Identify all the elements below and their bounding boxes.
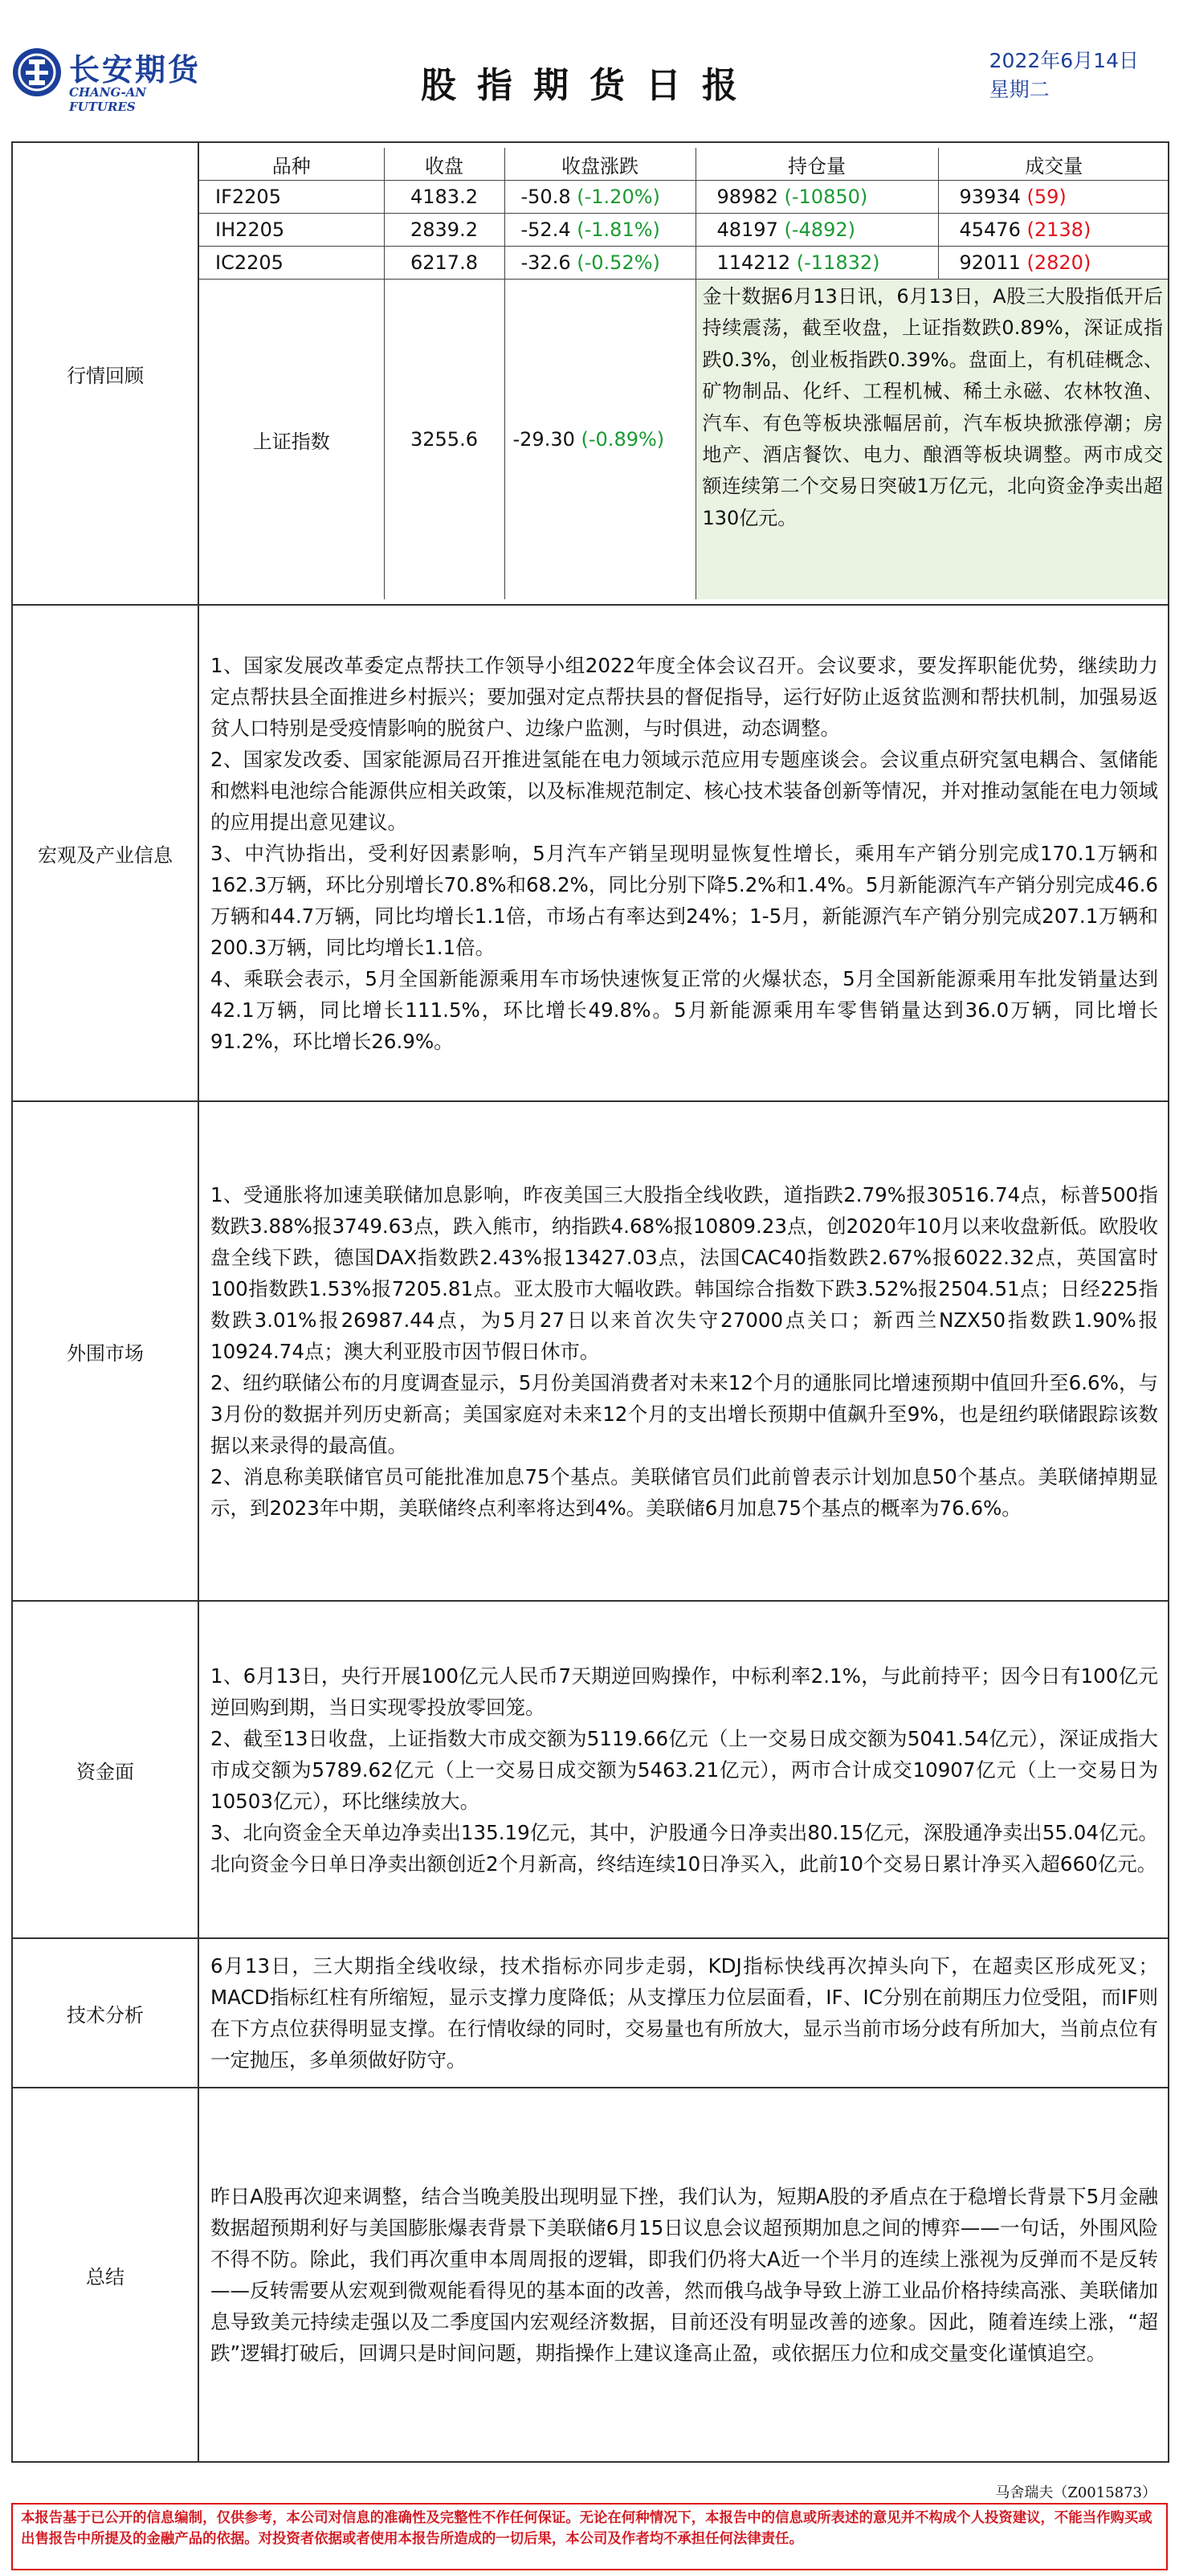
close-change: -50.8 — [520, 186, 571, 208]
report-date — [989, 47, 1139, 104]
market-news-summary: 金十数据6月13日讯，6月13日，A股三大股指低开后持续震荡，截至收盘，上证指数跌0.89%，深证成指跌0.3%，创业板指跌0.39%。盘面上，有机硅概念、矿物制品、化纤、工程机械、稀土永磁、农林牧渔、汽车、有色等板块涨幅居前，汽车板块掀涨停潮；房地产、酒店餐饮、电力、酿酒等板块调整。两市成交额连续第二个交易日突破1万亿元，北向资金净卖出超130亿元。 — [696, 280, 1169, 600]
col-header-open-interest: 持仓量 — [696, 148, 938, 181]
report-header — [11, 11, 1168, 129]
index-change: -29.30 — [512, 428, 575, 451]
open-interest: 48197 — [716, 218, 778, 241]
close-price: 2839.2 — [384, 214, 504, 247]
volume-change: (59) — [1026, 186, 1067, 208]
section-body-macro — [198, 605, 1169, 1101]
paragraph: 4、乘联会表示，5月全国新能源乘用车市场快速恢复正常的火爆状态，5月全国新能源乘用车批发销量达到42.1万辆，同比增长111.5%，环比增长49.8%。5月新能源乘用车零售销量达到36.0万辆，同比增长91.2%，环比增长26.9%。 — [210, 966, 1158, 1053]
volume: 93934 — [959, 186, 1021, 208]
report-table — [11, 141, 1169, 2463]
table-row — [199, 247, 1169, 280]
paragraph: 1、受通胀将加速美联储加息影响，昨夜美国三大股指全线收跌，道指跌2.79%报30516.74点，标普500指数跌3.88%报3749.63点，跌入熊市，纳指跌4.68%报10809.23点，创2020年10月以来收盘新低。欧股收盘全线下跌，德国DAX指数跌2.43%报13427.03点，法国CAC40指数跌2.67%报6022.32点，英国富时100指数跌1.53%报7205.81点。亚太股市大幅收跌。韩国综合指数下跌3.52%报2504.51点；日经225指数跌3.01%报26987.44点，为5月27日以来首次失守27000点关口；新西兰NZX50指数跌1.90%报10924.74点；澳大利亚股市因节假日休市。 — [210, 1182, 1158, 1363]
index-change-pct: (-0.89%) — [581, 428, 665, 451]
close-change: -52.4 — [520, 218, 571, 241]
col-header-contract: 品种 — [199, 148, 384, 181]
paragraph: 1、6月13日，央行开展100亿元人民币7天期逆回购操作，中标利率2.1%，与此前持平；因今日有100亿元逆回购到期，当日实现零投放零回笼。 — [210, 1664, 1158, 1719]
section-label-overseas: 外围市场 — [12, 1101, 198, 1601]
close-price: 4183.2 — [384, 181, 504, 214]
logo-chinese-name: 长安期货 — [69, 52, 202, 88]
volume: 45476 — [959, 218, 1021, 241]
close-change-cell — [504, 247, 696, 280]
disclaimer: 本报告基于已公开的信息编制，仅供参考，本公司对信息的准确性及完整性不作任何保证。无论在何种情况下，本报告中的信息或所表述的意见并不构成个人投资建议，不能当作购买或出售报告中所提及的金融产品的依据。对投资者依据或者使用本报告所造成的一切后果，本公司及作者均不承担任何法律责任。 — [11, 2503, 1168, 2570]
volume-change: (2820) — [1026, 251, 1091, 274]
paragraph: 昨日A股再次迎来调整，结合当晚美股出现明显下挫，我们认为，短期A股的矛盾点在于稳增长背景下5月金融数据超预期利好与美国膨胀爆表背景下美联储6月15日议息会议超预期加息之间的博弈——一句话，外围风险不得不防。除此，我们再次重申本周周报的逻辑，即我们仍将大A近一个半月的连续上涨视为反弹而不是反转——反转需要从宏观到微观能看得见的基本面的改善，然而俄乌战争导致上游工业品价格持续高涨、美联储加息导致美元持续走强以及二季度国内宏观经济数据，目前还没有明显改善的迹象。因此，随着连续上涨，“超跌”逻辑打破后，回调只是时间问题，期指操作上建议逢高止盈，或依据压力位和成交量变化谨慎追空。 — [210, 2185, 1158, 2365]
section-label-funds: 资金面 — [12, 1601, 198, 1938]
close-change-cell — [504, 214, 696, 247]
close-change-pct: (-1.81%) — [577, 218, 660, 241]
report-title: 股指期货日报 — [421, 65, 758, 106]
paragraph: 3、北向资金全天单边净卖出135.19亿元，其中，沪股通今日净卖出80.15亿元，深股通净卖出55.04亿元。北向资金今日单日净卖出额创近2个月新高，终结连续10日净买入，此前10个交易日累计净买入超660亿元。 — [210, 1820, 1158, 1876]
section-label-summary: 总结 — [12, 2088, 198, 2462]
contract-name: IC2205 — [199, 247, 384, 280]
section-label-technical: 技术分析 — [12, 1938, 198, 2088]
open-interest-change: (-11832) — [796, 251, 880, 274]
market-table — [199, 148, 1169, 599]
open-interest: 114212 — [716, 251, 791, 274]
close-change-pct: (-1.20%) — [577, 186, 660, 208]
paragraph: 6月13日，三大期指全线收绿，技术指标亦同步走弱，KDJ指标快线再次掉头向下，在超卖区形成死叉；MACD指标红柱有所缩短，显示支撑力度降低；从支撑压力位层面看，IF、IC分别在前期压力位受阻，而IF则在下方点位获得明显支撑。在行情收绿的同时，交易量也有所放大，显示当前市场分歧有所加大，当前点位有一定抛压，多单须做好防守。 — [210, 1954, 1158, 2072]
market-cell — [198, 142, 1169, 605]
section-body-overseas — [198, 1101, 1169, 1601]
open-interest: 98982 — [716, 186, 778, 208]
col-header-volume: 成交量 — [938, 148, 1169, 181]
contract-name: IF2205 — [199, 181, 384, 214]
volume-cell — [938, 181, 1169, 214]
close-change-pct: (-0.52%) — [577, 251, 660, 274]
analyst-signature: 马舍瑞夫（Z0015873） — [995, 2484, 1157, 2501]
section-body-summary — [198, 2088, 1169, 2462]
index-change-cell — [504, 280, 696, 600]
volume: 92011 — [959, 251, 1021, 274]
contract-name: IH2205 — [199, 214, 384, 247]
market-header-row — [199, 148, 1169, 181]
open-interest-change: (-10850) — [784, 186, 868, 208]
paragraph: 3、中汽协指出，受利好因素影响，5月汽车产销呈现明显恢复性增长，乘用车产销分别完成170.1万辆和162.3万辆，环比分别增长70.8%和68.2%，同比分别下降5.2%和1.4%。5月新能源汽车产销分别完成46.6万辆和44.7万辆，同比均增长1.1倍，市场占有率达到24%；1-5月，新能源汽车产销分别完成207.1万辆和200.3万辆，同比均增长1.1倍。 — [210, 841, 1158, 959]
open-interest-cell — [696, 247, 938, 280]
table-row — [199, 214, 1169, 247]
paragraph: 2、消息称美联储官员可能批准加息75个基点。美联储官员们此前曾表示计划加息50个基点。美联储掉期显示，到2023年中期，美联储终点利率将达到4%。美联储6月加息75个基点的概率为76.6%。 — [210, 1464, 1158, 1520]
close-change-cell — [504, 181, 696, 214]
close-price: 6217.8 — [384, 247, 504, 280]
index-close: 3255.6 — [384, 280, 504, 600]
open-interest-change: (-4892) — [784, 218, 855, 241]
section-body-funds — [198, 1601, 1169, 1938]
open-interest-cell — [696, 181, 938, 214]
logo-english-name: CHANG-AN FUTURES — [69, 85, 147, 114]
report-date-text: 2022年6月14日 — [989, 49, 1139, 72]
col-header-change: 收盘涨跌 — [504, 148, 696, 181]
volume-cell — [938, 247, 1169, 280]
open-interest-cell — [696, 214, 938, 247]
paragraph: 2、国家发改委、国家能源局召开推进氢能在电力领域示范应用专题座谈会。会议重点研究氢电耦合、氢储能和燃料电池综合能源供应相关政策，以及标准规范制定、核心技术装备创新等情况，并对推动氢能在电力领域的应用提出意见建议。 — [210, 747, 1158, 834]
col-header-close: 收盘 — [384, 148, 504, 181]
index-row — [199, 280, 1169, 600]
table-row — [199, 181, 1169, 214]
paragraph: 2、纽约联储公布的月度调查显示，5月份美国消费者对未来12个月的通胀同比增速预期中值回升至6.6%，与3月份的数据并列历史新高；美国家庭对未来12个月的支出增长预期中值飙升至9%，也是纽约联储跟踪该数据以来录得的最高值。 — [210, 1370, 1158, 1457]
paragraph: 2、截至13日收盘，上证指数大市成交额为5119.66亿元（上一交易日成交额为5041.54亿元），深证成指大市成交额为5789.62亿元（上一交易日成交额为5463.21亿元），两市合计成交10907亿元（上一交易日为10503亿元），环比继续放大。 — [210, 1726, 1158, 1813]
paragraph: 1、国家发展改革委定点帮扶工作领导小组2022年度全体会议召开。会议要求，要发挥职能优势，继续助力定点帮扶县全面推进乡村振兴；要加强对定点帮扶县的督促指导，运行好防止返贫监测和帮扶机制，加强易返贫人口特别是受疫情影响的脱贫户、边缘户监测，与时俱进，动态调整。 — [210, 653, 1158, 740]
index-name: 上证指数 — [199, 280, 384, 600]
volume-cell — [938, 214, 1169, 247]
section-body-technical — [198, 1938, 1169, 2088]
volume-change: (2138) — [1026, 218, 1091, 241]
section-label-market: 行情回顾 — [12, 142, 198, 605]
section-label-macro: 宏观及产业信息 — [12, 605, 198, 1101]
report-weekday: 星期二 — [989, 78, 1050, 101]
close-change: -32.6 — [520, 251, 571, 274]
